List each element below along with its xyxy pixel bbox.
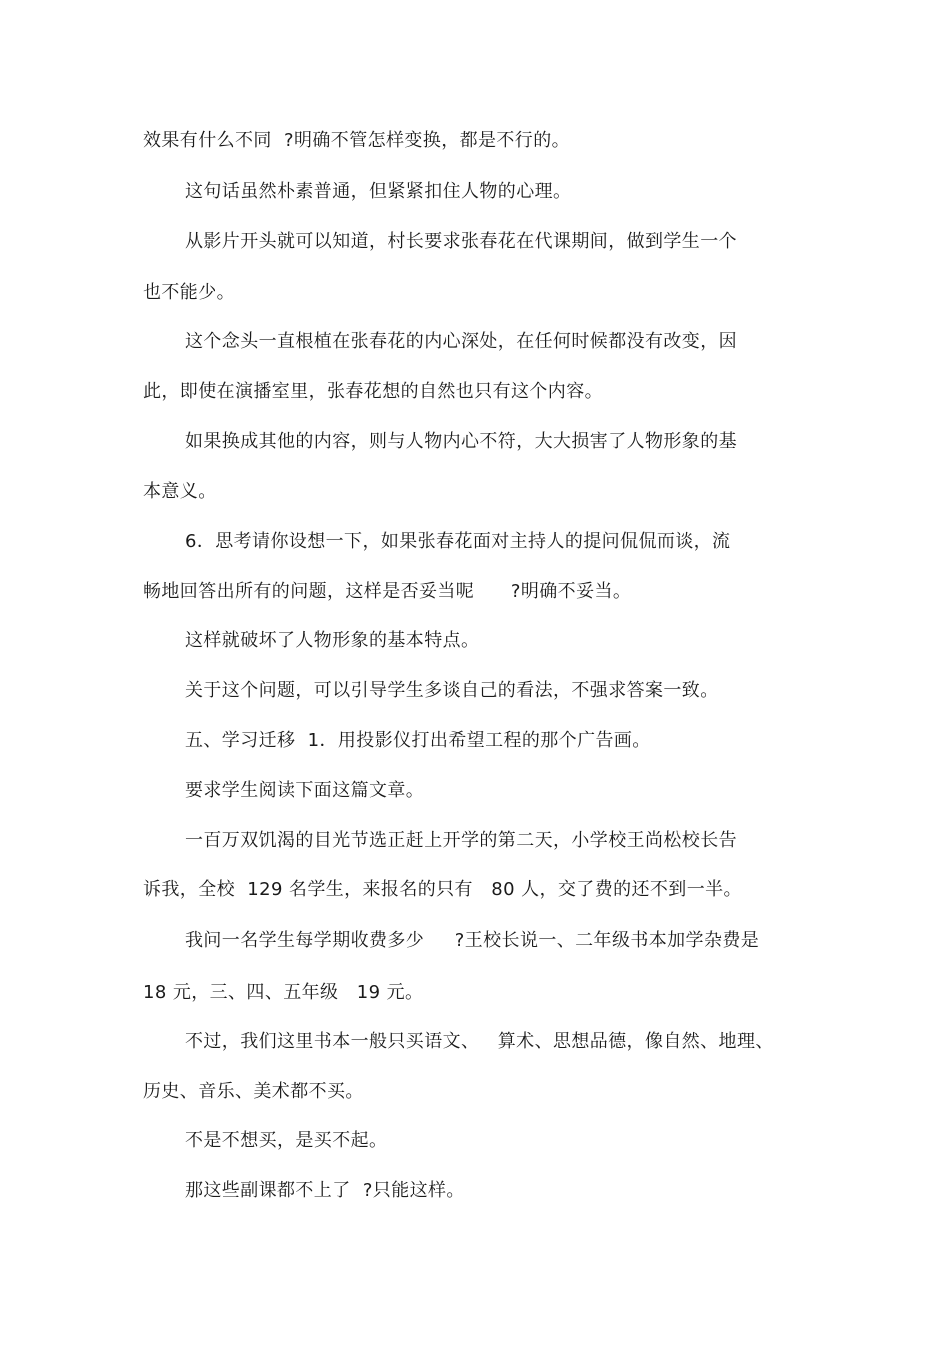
text-line-16: 诉我，全校 129 名学生，来报名的只有 80 人，交了费的还不到一半。 xyxy=(143,879,742,900)
text-line-17: 我问一名学生每学期收费多少 ?王校长说一、二年级书本加学杂费是 xyxy=(185,930,760,951)
text-line-21: 不是不想买，是买不起。 xyxy=(185,1130,388,1151)
text-line-3: 从影片开头就可以知道，村长要求张春花在代课期间，做到学生一个 xyxy=(185,231,737,252)
text-line-4: 也不能少。 xyxy=(143,282,235,303)
text-line-12: 关于这个问题，可以引导学生多谈自己的看法，不强求答案一致。 xyxy=(185,680,719,701)
text-line-7: 如果换成其他的内容，则与人物内心不符，大大损害了人物形象的基 xyxy=(185,431,737,452)
text-line-2: 这句话虽然朴素普通，但紧紧扣住人物的心理。 xyxy=(185,181,572,202)
text-line-13: 五、学习迁移 1．用投影仪打出希望工程的那个广告画。 xyxy=(185,730,651,751)
text-line-6: 此，即使在演播室里，张春花想的自然也只有这个内容。 xyxy=(143,381,603,402)
text-line-11: 这样就破坏了人物形象的基本特点。 xyxy=(185,630,480,651)
text-line-14: 要求学生阅读下面这篇文章。 xyxy=(185,780,425,801)
text-line-1: 效果有什么不同 ?明确不管怎样变换，都是不行的。 xyxy=(143,130,570,151)
text-line-20: 历史、音乐、美术都不买。 xyxy=(143,1081,364,1102)
text-line-9: 6．思考请你设想一下，如果张春花面对主持人的提问侃侃而谈，流 xyxy=(185,531,731,552)
text-line-5: 这个念头一直根植在张春花的内心深处，在任何时候都没有改变，因 xyxy=(185,331,737,352)
text-line-8: 本意义。 xyxy=(143,481,217,502)
text-line-19: 不过，我们这里书本一般只买语文、 算术、思想品德，像自然、地理、 xyxy=(185,1031,774,1052)
text-line-10: 畅地回答出所有的问题，这样是否妥当呢 ?明确不妥当。 xyxy=(143,581,632,602)
text-line-18: 18 元，三、四、五年级 19 元。 xyxy=(143,982,424,1003)
text-line-15: 一百万双饥渴的目光节选正赶上开学的第二天，小学校王尚松校长告 xyxy=(185,830,737,851)
text-line-22: 那这些副课都不上了 ?只能这样。 xyxy=(185,1180,465,1201)
